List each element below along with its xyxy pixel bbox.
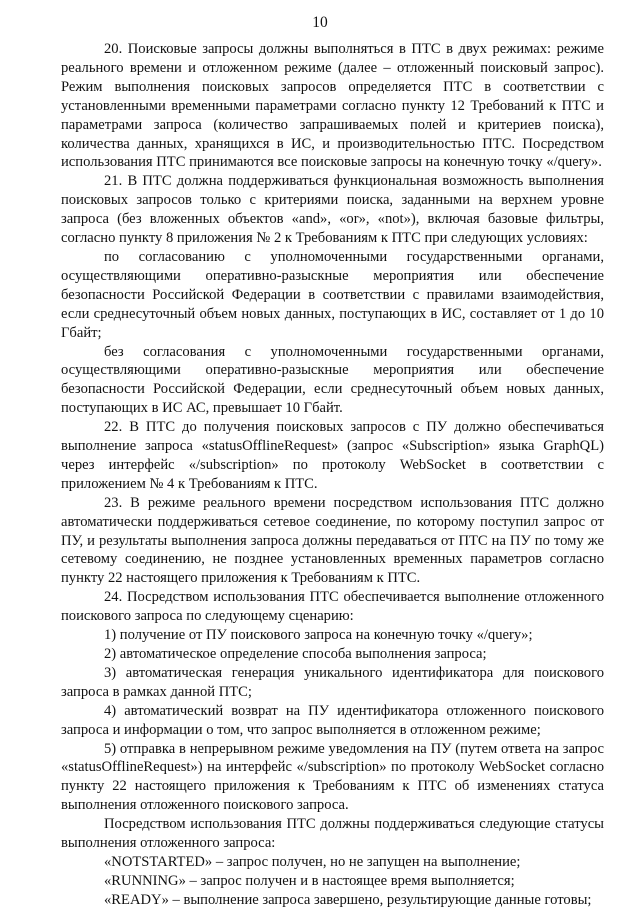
paragraph-24: 24. Посредством использования ПТС обеспечивается выполнение отложенного поискового запроса по следующему сценарию:	[61, 589, 604, 625]
document-body	[61, 40, 604, 910]
scenario-step-3: 3) автоматическая генерация уникального идентификатора для поискового запроса в рамках данной ПТС;	[61, 664, 604, 700]
status-ready: «READY» – выполнение запроса завершено, результирующие данные готовы;	[104, 891, 592, 908]
scenario-step-5: 5) отправка в непрерывном режиме уведомления на ПУ (путем ответа на запрос «statusOfflineRequest») на интерфейс «/subscription» по протоколу WebSocket согласно пункту 22 настоящего приложения к Требованиям к ПТС об изменениях статуса выполнения отложенного поискового запроса.	[61, 740, 604, 814]
scenario-step-1: 1) получение от ПУ поискового запроса на конечную точку «/query»;	[104, 627, 533, 644]
status-notstarted: «NOTSTARTED» – запрос получен, но не запущен на выполнение;	[104, 853, 521, 870]
paragraph-20: 20. Поисковые запросы должны выполняться в ПТС в двух режимах: режиме реального времени и отложенном режиме (далее – отложенный поисковый запрос). Режим выполнения поисковых запросов определяется ПТС в соответствии с установленными временными параметрами согласно пункту 12 Требований к ПТС и параметрами запроса (количество запрашиваемых полей и критериев поиска), количества данных, хранящихся в ИС, и производительностью ПТС. Посредством использования ПТС принимаются все поисковые запросы на конечную точку «/query».	[61, 41, 604, 171]
page-number: 10	[312, 14, 328, 31]
paragraph-23: 23. В режиме реального времени посредством использования ПТС должно автоматически поддерживаться сетевое соединение, по которому поступил запрос от ПУ, и результаты выполнения запроса должны передаваться от ПТС на ПУ по тому же сетевому соединению, не позднее установленных временных параметров согласно пункту 22 настоящего приложения к Требованиям к ПТС.	[61, 494, 604, 587]
statuses-intro: Посредством использования ПТС должны поддерживаться следующие статусы выполнения отложенного запроса:	[61, 816, 604, 852]
condition-with-agreement: по согласованию с уполномоченными государственными органами, осуществляющими оперативно-разыскные мероприятия или обеспечение безопасности Российской Федерации в соответствии с правилами взаимодействия, если среднесуточный объем новых данных, поступающих в ИС, составляет от 1 до 10 Гбайт;	[61, 248, 604, 341]
paragraph-21: 21. В ПТС должна поддерживаться функциональная возможность выполнения поисковых запросов только с критериями поиска, заданными на верхнем уровне запроса (без вложенных объектов «and», «or», «not»), включая базовые фильтры, согласно пункту 8 приложения № 2 к Требованиям к ПТС при следующих условиях:	[61, 173, 604, 247]
condition-without-agreement: без согласования с уполномоченными государственными органами, осуществляющими оперативно-разыскные мероприятия или обеспечение безопасности Российской Федерации, если среднесуточный объем новых данных, поступающих в ИС АС, превышает 10 Гбайт.	[61, 343, 604, 417]
status-running: «RUNNING» – запрос получен и в настоящее время выполняется;	[104, 872, 515, 889]
paragraph-22: 22. В ПТС до получения поисковых запросов с ПУ должно обеспечиваться выполнение запроса «statusOfflineRequest» (запрос «Subscription» языка GraphQL) через интерфейс «/subscription» по протоколу WebSocket в соответствии с приложением № 4 к Требованиям к ПТС.	[61, 419, 604, 492]
scenario-step-4: 4) автоматический возврат на ПУ идентификатора отложенного поискового запроса и информации о том, что запрос выполняется в отложенном режиме;	[61, 702, 604, 738]
scenario-step-2: 2) автоматическое определение способа выполнения запроса;	[104, 646, 487, 662]
